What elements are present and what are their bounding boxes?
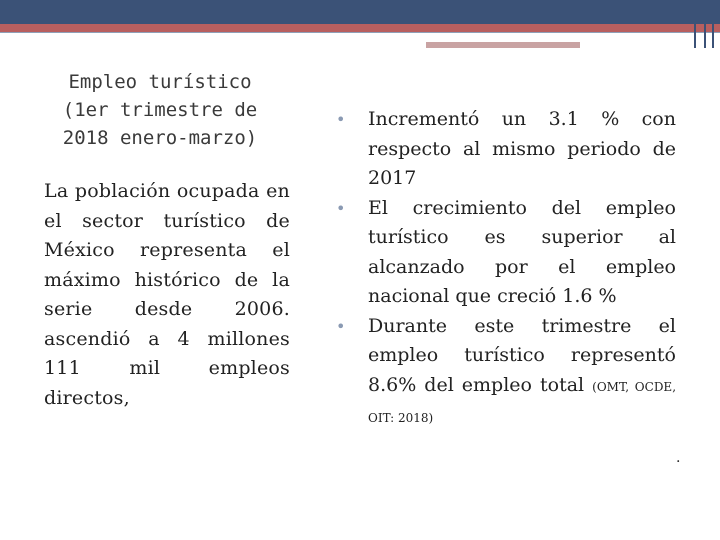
bullet-icon: •: [336, 316, 346, 336]
bullet-icon: •: [336, 110, 346, 129]
bullet-icon: •: [336, 198, 346, 218]
bullet-item: [336, 312, 676, 434]
accent-stripe: [426, 42, 580, 48]
bullet-text: Durante este trimestre el empleo turístico representó 8.6% del empleo total: [368, 314, 676, 396]
source-citation: (OMT, OCDE, OIT: 2018): [368, 379, 677, 425]
decor-line: [694, 0, 696, 48]
decor-line: [712, 0, 714, 48]
bullet-item: [336, 105, 676, 194]
decor-line: [704, 0, 706, 48]
body-paragraph: La población ocupada en el sector turístico de México representa el máximo histórico de la serie desde 2006. ascendió a 4 millones 111 mil empleos directos,: [44, 180, 290, 409]
bullet-text: Incrementó un 3.1 % con respecto al mismo periodo de 2017: [368, 108, 676, 189]
header-bar: [0, 0, 720, 24]
header-line: [0, 32, 720, 33]
left-column: [44, 68, 290, 413]
slide-heading: Empleo turístico (1er trimestre de 2018 enero-marzo): [62, 71, 258, 149]
trailing-mark: .: [676, 450, 681, 466]
bullet-text: El crecimiento del empleo turístico es superior al alcanzado por el empleo nacional que creció 1.6 %: [368, 196, 676, 307]
bullet-item: [336, 194, 676, 312]
header-stripe: [0, 24, 720, 32]
bullet-list: [336, 105, 676, 434]
